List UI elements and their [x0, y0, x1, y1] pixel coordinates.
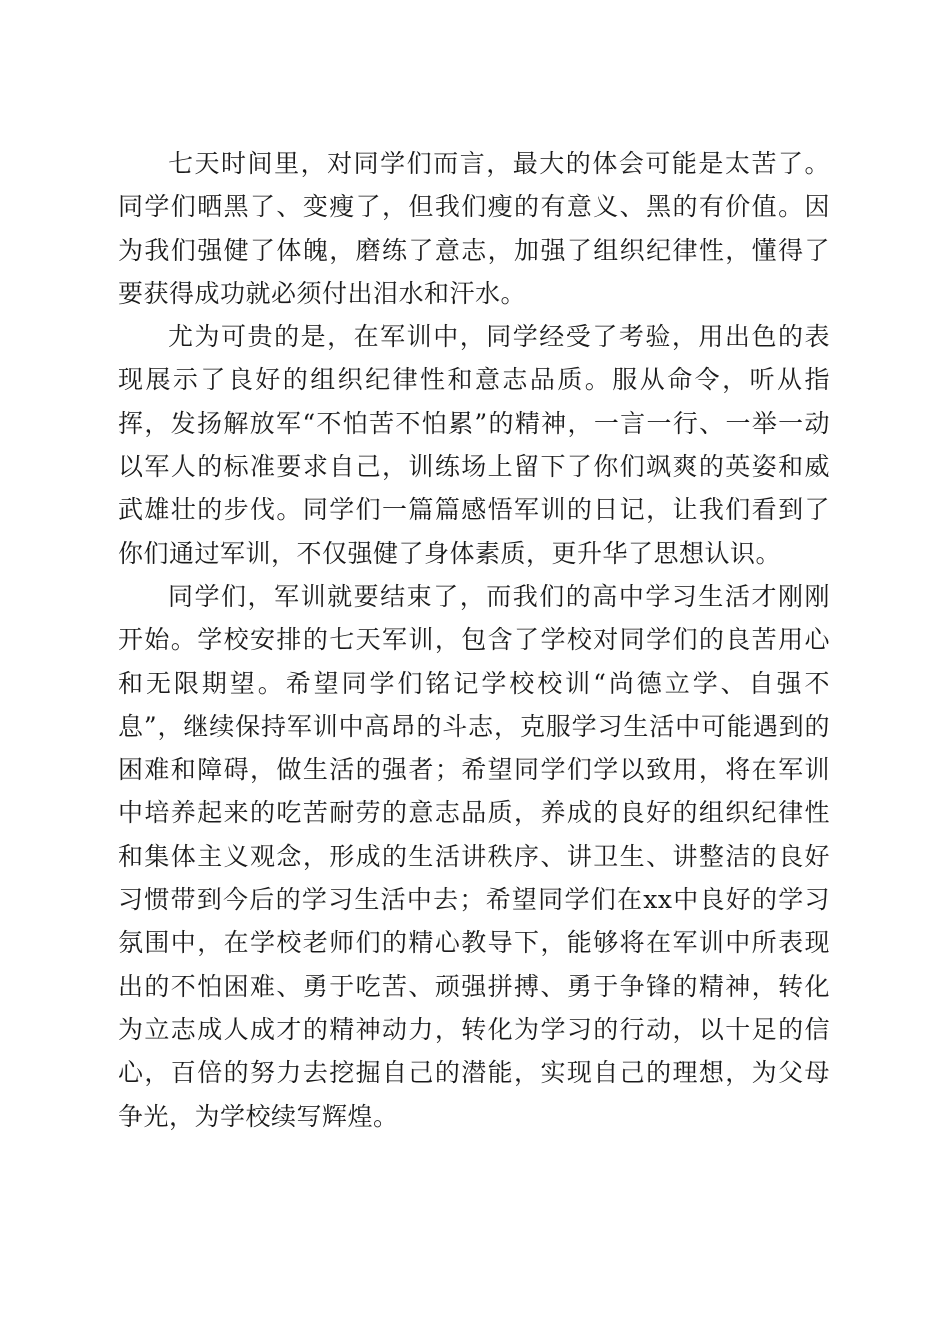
- paragraph-1: 七天时间里，对同学们而言，最大的体会可能是太苦了。同学们晒黑了、变瘦了，但我们瘦的有意义、黑的有价值。因为我们强健了体魄，磨练了意志，加强了组织纪律性，懂得了要获得成功就必须付出泪水和汗水。: [118, 149, 830, 308]
- paragraph-2: 尤为可贵的是，在军训中，同学经受了考验，用出色的表现展示了良好的组织纪律性和意志品质。服从命令，听从指挥，发扬解放军“不怕苦不怕累”的精神，一言一行、一举一动以军人的标准要求自己，训练场上留下了你们飒爽的英姿和威武雄壮的步伐。同学们一篇篇感悟军训的日记，让我们看到了你们通过军训，不仅强健了身体素质，更升华了思想认识。: [118, 322, 830, 568]
- paragraph-3: 同学们，军训就要结束了，而我们的高中学习生活才刚刚开始。学校安排的七天军训，包含了学校对同学们的良苦用心和无限期望。希望同学们铭记学校校训“尚德立学、自强不息”，继续保持军训中高昂的斗志，克服学习生活中可能遇到的困难和障碍，做生活的强者；希望同学们学以致用，将在军训中培养起来的吃苦耐劳的意志品质，养成的良好的组织纪律性和集体主义观念，形成的生活讲秩序、讲卫生、讲整洁的良好习惯带到今后的学习生活中去；希望同学们在xx中良好的学习氛围中，在学校老师们的精心教导下，能够将在军训中所表现出的不怕困难、勇于吃苦、顽强拼搏、勇于争锋的精神，转化为立志成人成才的精神动力，转化为学习的行动，以十足的信心，百倍的努力去挖掘自己的潜能，实现自己的理想，为父母争光，为学校续写辉煌。: [118, 581, 830, 1131]
- document-body: [118, 142, 830, 1138]
